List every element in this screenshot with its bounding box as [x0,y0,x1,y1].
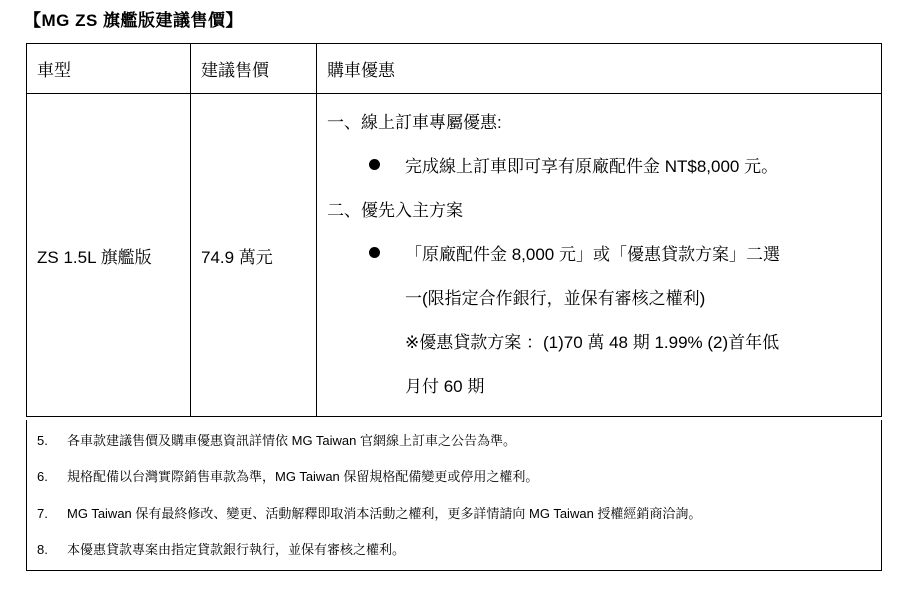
note-item [37,539,405,558]
loan-note-line1: ※優惠貸款方案 ：(1)70 萬 48 期 1.99% (2)首年低 [405,333,780,352]
header-model: 車型 [27,44,191,94]
note-number: 8. [37,542,48,557]
note-number: 7. [37,506,48,521]
offer-section-1-text: 完成線上訂車即可享有原廠配件金 NT$8,000 元。 [405,157,779,176]
notes-box [26,420,882,571]
table-header-row [27,44,882,94]
offers-cell [317,94,882,417]
header-price: 建議售價 [191,44,317,94]
offer-section-2-item [327,233,871,277]
offer-section-1-item [327,145,871,189]
note-text: 各車款建議售價及購車優惠資訊詳情依 MG Taiwan 官網線上訂車之公告為準。 [67,433,517,448]
price-cell: 74.9 萬元 [191,94,317,417]
page-title: 【MG ZS 旗艦版建議售價】 [24,11,244,30]
note-text: 規格配備以台灣實際銷售車款為準，MG Taiwan 保留規格配備變更或停用之權利。 [67,469,539,484]
note-text: 本優惠貸款專案由指定貸款銀行執行，並保有審核之權利。 [67,542,406,557]
offer-section-2-text-line2: 一(限指定合作銀行，並保有審核之權利) [405,289,706,308]
bullet-icon [369,247,380,258]
bullet-icon [369,159,380,170]
note-number: 5. [37,433,48,448]
price-table [26,43,882,417]
model-cell: ZS 1.5L 旗艦版 [27,94,191,417]
table-row [27,94,882,417]
note-item [37,466,538,485]
note-item [37,503,701,522]
note-text: MG Taiwan 保有最終修改、變更、活動解釋即取消本活動之權利，更多詳情請向 MG Taiwan 授權經銷商洽詢。 [67,506,702,521]
note-item [37,430,516,449]
offer-section-1-title: 一、線上訂車專屬優惠: [327,113,502,132]
offer-section-2-text-line1: 「原廠配件金 8,000 元」或「優惠貸款方案」二選 [405,245,780,264]
loan-note-line2: 月付 60 期 [405,377,485,396]
note-number: 6. [37,469,48,484]
header-offers: 購車優惠 [317,44,882,94]
offer-section-2-title: 二、優先入主方案 [327,201,463,220]
